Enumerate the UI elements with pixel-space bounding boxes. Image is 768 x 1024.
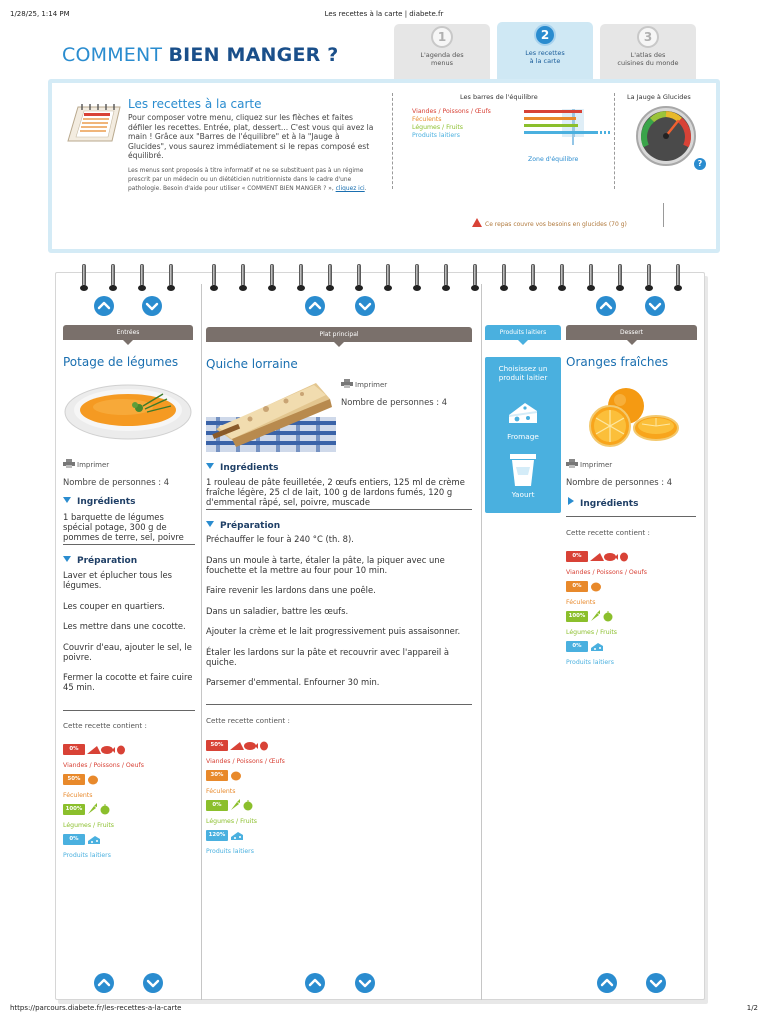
- step-label-line2: à la carte: [529, 57, 561, 65]
- spiral-ring: [325, 264, 335, 292]
- legend-legumes: Légumes / Fruits: [412, 123, 464, 131]
- dairy-icon: [230, 831, 244, 841]
- print-label: Imprimer: [355, 381, 388, 389]
- spiral-ring: [412, 264, 422, 292]
- nutrition-category-label: Viandes / Poissons / Oeufs: [63, 762, 144, 769]
- nutrition-icons: [230, 796, 254, 815]
- spiral-ring: [166, 264, 176, 292]
- dairy-option-yaourt[interactable]: Yaourt: [511, 490, 535, 499]
- info-disclaimer: [128, 167, 378, 194]
- nutrition-category-label: Viandes / Poissons / Œufs: [206, 758, 285, 765]
- tab-plat-principal[interactable]: Plat principal: [206, 327, 472, 342]
- nutrition-item: [63, 769, 99, 799]
- contains-label: Cette recette contient :: [63, 721, 147, 730]
- recipe-title[interactable]: Quiche lorraine: [206, 357, 298, 371]
- nutrition-item: [63, 799, 115, 829]
- step-number-2: 2: [534, 24, 556, 46]
- nutrition-icons: [590, 547, 628, 566]
- print-page-title: Les recettes à la carte | diabete.fr: [324, 10, 444, 18]
- yogurt-icon: [509, 453, 537, 487]
- warning-text: Ce repas couvre vos besoins en glucides (70 g): [485, 221, 627, 228]
- chevron-down-icon: [355, 973, 375, 993]
- nutrition-percent-badge: 30%: [206, 770, 228, 781]
- spiral-ring: [615, 264, 625, 292]
- chevron-up-icon: [94, 973, 114, 993]
- nutrition-icons: [230, 766, 242, 785]
- fruit-vegetable-icon: [230, 799, 254, 811]
- printer-icon: [341, 379, 353, 388]
- brand-part-2: BIEN MANGER ?: [168, 44, 339, 66]
- servings: Nombre de personnes : 4: [341, 397, 448, 407]
- help-icon[interactable]: ?: [694, 158, 706, 170]
- dairy-selector: [485, 357, 561, 513]
- dessert-down-button[interactable]: [645, 296, 665, 316]
- preparation-step: Préchauffer le four à 240 °C (th. 8).: [206, 534, 354, 544]
- nutrition-icons: [230, 826, 244, 845]
- nutrition-percent-badge: 100%: [566, 611, 588, 622]
- spiral-ring: [528, 264, 538, 292]
- print-footer: [0, 1004, 768, 1016]
- dairy-icon: [87, 835, 101, 845]
- nutrition-category-label: Féculents: [63, 792, 93, 799]
- nutrition-icons: [590, 607, 614, 626]
- nutrition-item: [63, 739, 144, 769]
- printer-icon: [566, 459, 578, 468]
- dairy-intro: Choisissez un produit laitier: [498, 364, 548, 382]
- divider: [614, 93, 615, 189]
- site-brand-title[interactable]: [62, 44, 339, 66]
- nutrition-percent-badge: 0%: [206, 800, 228, 811]
- warning-icon: [472, 218, 482, 227]
- glucose-gauge: [635, 105, 697, 167]
- preparation-step: Parsemer d'emmental. Enfourner 30 min.: [206, 677, 380, 687]
- nutrition-icons: [590, 637, 604, 656]
- print-datetime: 1/28/25, 1:14 PM: [10, 10, 70, 18]
- legend-feculents: Féculents: [412, 115, 442, 123]
- bar-feculents: [524, 117, 576, 120]
- print-button[interactable]: [341, 379, 387, 389]
- info-panel: [48, 79, 720, 253]
- disclaimer-text: Les menus sont proposés à titre informatif et ne se substituent pas à un régime prescrit par un médecin ou un diététicien nutritionniste dans le cadre d'une pathologie. Besoin d'aide pour utiliser « COMMENT BIEN MANGER ? »,: [128, 168, 364, 192]
- print-button[interactable]: [566, 459, 612, 469]
- spiral-ring: [296, 264, 306, 292]
- divider: [206, 704, 472, 705]
- spiral-ring: [79, 264, 89, 292]
- chevron-up-icon: [305, 296, 325, 316]
- dessert-up-button[interactable]: [596, 296, 616, 316]
- preparation-step: Faire revenir les lardons dans une poêle.: [206, 585, 376, 595]
- chevron-up-icon: [305, 973, 325, 993]
- preparation-toggle[interactable]: [206, 521, 280, 531]
- menu-calendar-icon: [62, 101, 124, 145]
- print-label: Imprimer: [580, 461, 613, 469]
- chevron-right-icon: [568, 497, 574, 505]
- divider: [63, 710, 195, 711]
- dessert-up-button[interactable]: [597, 973, 617, 993]
- plat-up-button[interactable]: [305, 973, 325, 993]
- nutrition-icons: [87, 830, 101, 849]
- nutrition-percent-badge: 120%: [206, 830, 228, 841]
- step-tab-agenda[interactable]: [394, 24, 490, 86]
- preparation-step: Laver et éplucher tous les légumes.: [63, 570, 172, 590]
- divider: [663, 203, 664, 227]
- tab-produits-laitiers[interactable]: Produits laitiers: [485, 325, 561, 340]
- print-button[interactable]: [63, 459, 109, 469]
- brand-part-1: COMMENT: [62, 44, 169, 66]
- nutrition-category-label: Légumes / Fruits: [566, 629, 618, 636]
- nutrition-percent-badge: 0%: [63, 834, 85, 845]
- entree-up-button[interactable]: [94, 973, 114, 993]
- jauge-title: La Jauge à Glucides: [627, 93, 691, 101]
- legend-laitiers: Produits laitiers: [412, 131, 460, 139]
- step-number-1: 1: [431, 26, 453, 48]
- cheese-icon: [507, 399, 539, 427]
- dairy-option-fromage[interactable]: Fromage: [507, 432, 539, 441]
- preparation-step: Fermer la cocotte et faire cuire 45 min.: [63, 672, 193, 692]
- step-label-line1: L'agenda des: [420, 51, 464, 59]
- spiral-ring: [644, 264, 654, 292]
- spiral-ring: [354, 264, 364, 292]
- nutrition-category-label: Viandes / Poissons / Oeufs: [566, 569, 647, 576]
- tab-dessert[interactable]: Dessert: [566, 325, 697, 340]
- nutrition-category-label: Produits laitiers: [566, 659, 614, 666]
- oranges-image: [566, 382, 696, 452]
- nutrition-item: [566, 576, 602, 606]
- nutrition-percent-badge: 0%: [566, 581, 588, 592]
- chevron-down-icon: [206, 463, 214, 469]
- barres-title: Les barres de l'équilibre: [460, 93, 538, 101]
- chevron-down-icon: [646, 973, 666, 993]
- chevron-up-icon: [597, 973, 617, 993]
- step-label-line2: menus: [431, 59, 453, 67]
- ingredients-heading: Ingrédients: [220, 463, 279, 473]
- spiral-ring: [470, 264, 480, 292]
- preparation-step: Dans un saladier, battre les œufs.: [206, 605, 349, 616]
- nutrition-item: [63, 829, 111, 859]
- ingredients-toggle[interactable]: [568, 497, 638, 509]
- chevron-down-icon: [142, 296, 162, 316]
- print-header: [0, 10, 768, 22]
- dairy-icon: [590, 642, 604, 652]
- preparation-heading: Préparation: [220, 521, 281, 531]
- bar-laitiers: [524, 131, 598, 134]
- servings: Nombre de personnes : 4: [566, 477, 673, 487]
- entree-down-button[interactable]: [142, 296, 162, 316]
- nutrition-item: [206, 825, 254, 855]
- step-label-line2: cuisines du monde: [617, 59, 679, 67]
- entree-down-button[interactable]: [143, 973, 163, 993]
- nutrition-item: [566, 636, 614, 666]
- nutrition-percent-badge: 50%: [206, 740, 228, 751]
- nutrition-percent-badge: 0%: [566, 551, 588, 562]
- step-label-line1: Les recettes: [525, 49, 565, 57]
- spiral-ring: [108, 264, 118, 292]
- info-description: Pour composer votre menu, cliquez sur les flèches et faites défiler les recettes. Entrée, plat, dessert... C'est vous qui avez la main ! Grâce aux "Barres de l'équilibre" et à la "Jauge à Glucides", vous saurez immédiatement si le repas composé est équilibré.: [128, 113, 374, 161]
- starch-icon: [230, 771, 242, 781]
- nutrition-item: [206, 795, 258, 825]
- nutrition-item: [566, 546, 647, 576]
- step-tab-recettes[interactable]: [497, 22, 593, 86]
- spiral-ring: [383, 264, 393, 292]
- nutrition-category-label: Produits laitiers: [63, 852, 111, 859]
- column-divider: [481, 284, 482, 1000]
- contains-label: Cette recette contient :: [206, 716, 290, 725]
- bar-legumes: [524, 124, 578, 127]
- nutrition-percent-badge: 50%: [63, 774, 85, 785]
- spiral-ring: [557, 264, 567, 292]
- ingredients-text: 1 rouleau de pâte feuilletée, 2 œufs entiers, 125 ml de crème fraîche légère, 25 cl de lait, 100 g de lardons fumés, 120 g d'emmental râpé, sel, poivre, muscade: [206, 477, 472, 510]
- meat-fish-egg-icon: [590, 552, 628, 562]
- preparation-step: Ajouter la crème et le lait progressivement puis assaisonner.: [206, 626, 461, 636]
- servings: Nombre de personnes : 4: [63, 477, 170, 487]
- info-title: Les recettes à la carte: [128, 97, 262, 111]
- step-tab-atlas[interactable]: [600, 24, 696, 86]
- divider: [566, 516, 696, 517]
- nutrition-percent-badge: 0%: [63, 744, 85, 755]
- nutrition-icons: [87, 770, 99, 789]
- preparation-steps: [206, 534, 472, 698]
- spiral-ring: [238, 264, 248, 292]
- nutrition-category-label: Produits laitiers: [206, 848, 254, 855]
- spiral-ring: [441, 264, 451, 292]
- starch-icon: [87, 775, 99, 785]
- step-number-3: 3: [637, 26, 659, 48]
- spiral-ring: [673, 264, 683, 292]
- ingredients-text: 1 barquette de légumes spécial potage, 300 g de pommes de terre, sel, poivre: [63, 512, 195, 545]
- nutrition-percent-badge: 0%: [566, 641, 588, 652]
- chevron-down-icon: [63, 497, 71, 503]
- nutrition-item: [206, 765, 242, 795]
- nutrition-category-label: Légumes / Fruits: [206, 818, 258, 825]
- meat-fish-egg-icon: [230, 741, 268, 751]
- printer-icon: [63, 459, 75, 468]
- print-label: Imprimer: [77, 461, 110, 469]
- legend-viandes: Viandes / Poissons / Œufs: [412, 108, 491, 115]
- spiral-ring: [586, 264, 596, 292]
- plat-down-button[interactable]: [355, 296, 375, 316]
- nutrition-icons: [87, 740, 125, 759]
- spiral-ring: [499, 264, 509, 292]
- chevron-down-icon: [206, 521, 214, 527]
- ingredients-heading: Ingrédients: [580, 499, 639, 509]
- nutrition-percent-badge: 100%: [63, 804, 85, 815]
- preparation-step: Dans un moule à tarte, étaler la pâte, la piquer avec une fouchette et la mettre au four pour 10 min.: [206, 554, 445, 575]
- meat-fish-egg-icon: [87, 745, 125, 755]
- chevron-up-icon: [94, 296, 114, 316]
- entree-up-button[interactable]: [94, 296, 114, 316]
- plat-up-button[interactable]: [305, 296, 325, 316]
- nutrition-category-label: Légumes / Fruits: [63, 822, 115, 829]
- tab-entrees[interactable]: Entrées: [63, 325, 193, 340]
- divider: [392, 93, 393, 189]
- soup-image: [63, 372, 193, 450]
- starch-icon: [590, 582, 602, 592]
- preparation-steps: [63, 570, 195, 703]
- nutrition-item: [566, 606, 618, 636]
- plat-down-button[interactable]: [355, 973, 375, 993]
- ingredients-toggle[interactable]: [206, 463, 278, 473]
- contains-label: Cette recette contient :: [566, 528, 650, 537]
- preparation-step: Étaler les lardons sur la pâte et recouvrir avec l'appareil à quiche.: [206, 646, 450, 667]
- preparation-step: Les couper en quartiers.: [63, 600, 165, 611]
- nutrition-category-label: Féculents: [566, 599, 596, 606]
- ingredients-toggle[interactable]: [63, 497, 135, 507]
- barres-legend: [412, 108, 491, 140]
- preparation-toggle[interactable]: [63, 556, 137, 566]
- spiral-ring: [267, 264, 277, 292]
- preparation-heading: Préparation: [77, 556, 138, 566]
- zone-equilibre-label: Zone d'équilibre: [528, 156, 579, 163]
- spiral-ring: [137, 264, 147, 292]
- help-link[interactable]: cliquez ici: [335, 185, 365, 192]
- dessert-down-button[interactable]: [646, 973, 666, 993]
- nutrition-icons: [230, 736, 268, 755]
- nutrition-item: [206, 735, 285, 765]
- chevron-down-icon: [63, 556, 71, 562]
- fruit-vegetable-icon: [590, 610, 614, 622]
- nutrition-icons: [87, 800, 111, 819]
- nutrition-category-label: Féculents: [206, 788, 236, 795]
- chevron-up-icon: [596, 296, 616, 316]
- nutrition-icons: [590, 577, 602, 596]
- disclaimer-suffix: .: [364, 185, 367, 192]
- print-url: https://parcours.diabete.fr/les-recettes-a-la-carte: [10, 1004, 182, 1012]
- quiche-image: [206, 377, 336, 452]
- ingredients-heading: Ingrédients: [77, 497, 136, 507]
- chevron-down-icon: [143, 973, 163, 993]
- step-label-line1: L'atlas des: [630, 51, 666, 59]
- preparation-step: Couvrir d'eau, ajouter le sel, le poivre.: [63, 641, 192, 662]
- preparation-step: Les mettre dans une cocotte.: [63, 621, 186, 631]
- spiral-ring: [209, 264, 219, 292]
- recipe-title[interactable]: Oranges fraîches: [566, 355, 669, 369]
- chevron-down-icon: [355, 296, 375, 316]
- chevron-down-icon: [645, 296, 665, 316]
- carb-warning: [472, 218, 627, 228]
- bar-viandes: [524, 110, 582, 113]
- recipe-title[interactable]: Potage de légumes: [63, 355, 179, 369]
- balance-bars-chart: [520, 107, 612, 147]
- print-page-number: 1/2: [746, 1004, 758, 1012]
- column-divider: [201, 284, 202, 1000]
- fruit-vegetable-icon: [87, 803, 111, 815]
